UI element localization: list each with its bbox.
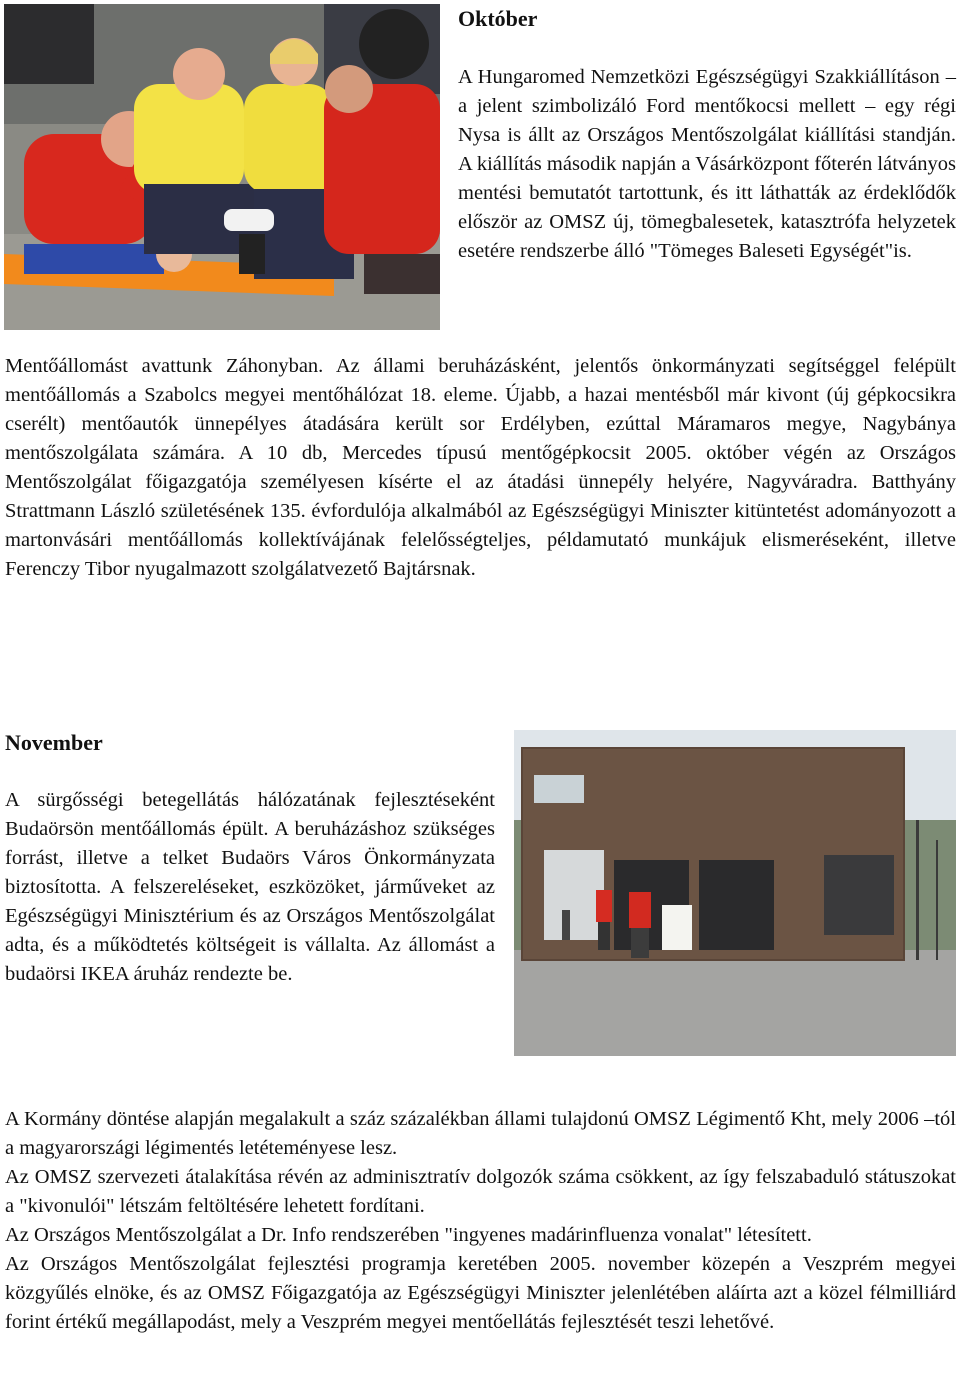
- november-news: [5, 1105, 956, 1337]
- news-paragraph-1: A Kormány döntése alapján megalakult a száz százalékban állami tulajdonú OMSZ Légimentő Kht, mely 2006 –tól a magyarországi légimentés letéteményese lesz.: [5, 1108, 956, 1159]
- news-paragraph-2: Az OMSZ szervezeti átalakítása révén az adminisztratív dolgozók száma csökkent, az így felszabaduló státuszokat a "kivonulói" létszám feltöltésére lehetett fordítani.: [5, 1166, 956, 1217]
- november-intro: [5, 786, 495, 989]
- october-intro-text: A Hungaromed Nemzetközi Egészségügyi Szakkiállításon – a jelent szimbolizáló Ford mentőkocsi mellett – egy régi Nysa is állt az Országos Mentőszolgálat kiállítási standján. A kiállítás második napján a Vásárközpont főterén látványos mentési bemutatót tartottunk, és itt láthatták az érdeklődők először az OMSZ új, tömegbalesetek, katasztrófa helyzetek esetére rendszerbe álló "Tömeges Baleseti Egységét"is.: [458, 66, 956, 262]
- ambulance-station-photo: [514, 730, 956, 1056]
- november-heading: November: [5, 730, 103, 755]
- news-paragraph-3: Az Országos Mentőszolgálat a Dr. Info rendszerében "ingyenes madárinfluenza vonalat" létesített.: [5, 1224, 812, 1246]
- news-paragraph-4: Az Országos Mentőszolgálat fejlesztési programja keretében 2005. november közepén a Veszprém megyei közgyűlés elnöke, és az OMSZ Főigazgatója az Egészségügyi Miniszter jelenlétében aláírta azt a közel félmilliárd forint értékű megállapodást, mely a Veszprém megyei mentőellátás fejlesztését teszi lehetővé.: [5, 1253, 956, 1333]
- october-body: [5, 352, 956, 584]
- november-section: [5, 730, 495, 756]
- october-intro: [458, 63, 956, 266]
- october-section: [458, 6, 956, 32]
- rescue-demonstration-photo: [4, 4, 440, 330]
- november-intro-text: A sürgősségi betegellátás hálózatának fejlesztéseként Budaörsön mentőállomás épült. A beruházáshoz szükséges forrást, illetve a telket Budaörs Város Önkormányzata biztosította. A felszereléseket, eszközöket, járműveket az Egészségügyi Minisztérium és az Országos Mentőszolgálat adta, és a működtetés költségeit is vállalta. Az állomást a budaörsi IKEA áruház rendezte be.: [5, 789, 495, 985]
- october-body-text: Mentőállomást avattunk Záhonyban. Az állami beruházásként, jelentős önkormányzati segítséggel felépült mentőállomás a Szabolcs megyei mentőhálózat 18. eleme. Újabb, a hazai mentésből már kivont (új gépkocsikra cserélt) mentőautók ünnepélyes átadására került sor Erdélyben, ezúttal Máramaros megye, Nagybánya mentőszolgálata számára. A 10 db, Mercedes típusú mentőgépkocsit 2005. október végén az Országos Mentőszolgálat főigazgatója személyesen kísérte el az átadási ünnepély helyére, Nagyváradra. Batthyány Strattmann László születésének 135. évfordulója alkalmából az Egészségügyi Miniszter kitüntetést adományozott a martonvásári mentőállomás kollektívájának felelősségteljes, példamutató munkájuk elismeréseként, illetve Ferenczy Tibor nyugalmazott szolgálatvezető Bajtársnak.: [5, 355, 956, 580]
- october-heading: Október: [458, 6, 538, 31]
